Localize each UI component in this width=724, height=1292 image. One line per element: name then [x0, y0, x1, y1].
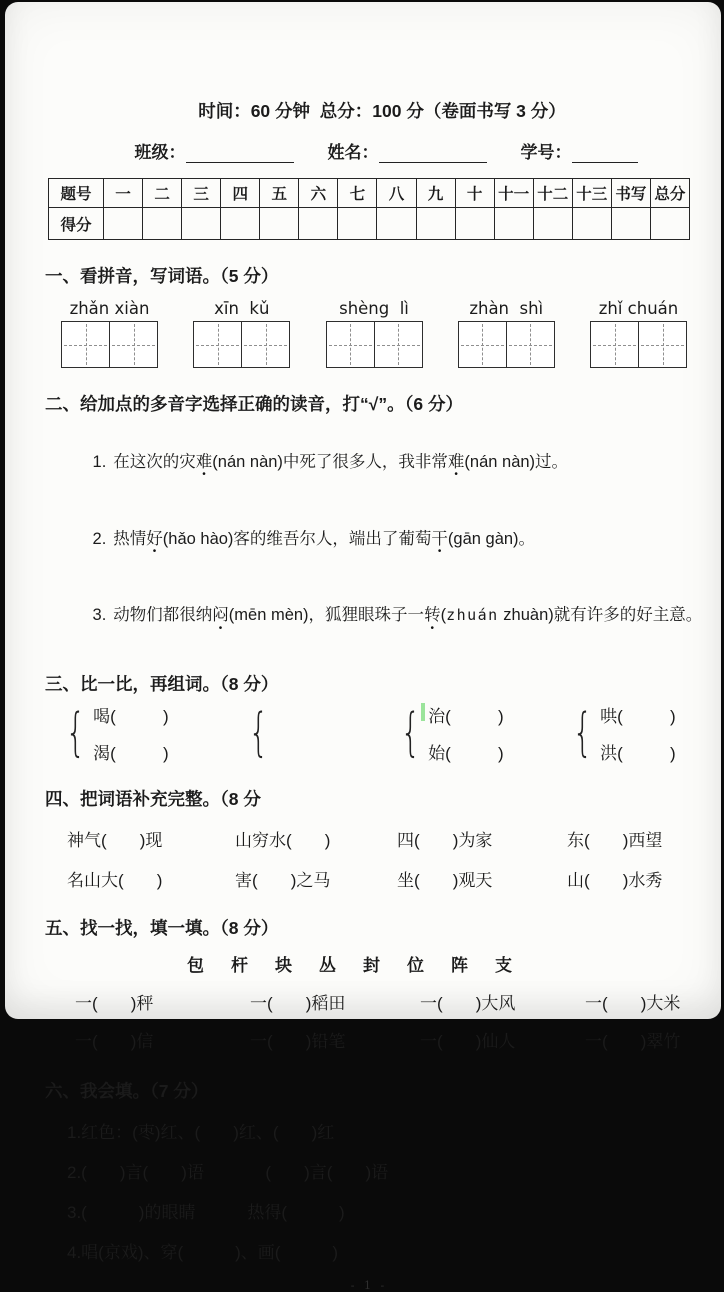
- question-line-2: [65, 508, 693, 570]
- measure-word-item: 一( )稻田: [250, 993, 346, 1013]
- word-bank-character: 位: [407, 955, 424, 975]
- compare-word-blank: 渴( ): [93, 743, 169, 763]
- fill-in-lines: [45, 1118, 693, 1263]
- measure-word-item: 一( )大米: [585, 993, 681, 1013]
- fill-in-line: 2.( )言( )语 ( )言( )语: [67, 1162, 389, 1182]
- idiom-blank-item: 东( )西望: [567, 830, 663, 850]
- score-table-column-header: 十: [455, 179, 494, 208]
- pasted-pinyin-text: zhuán: [446, 606, 499, 625]
- score-table-corner-cell: 题号: [49, 179, 104, 208]
- idiom-blank-item: 山( )水秀: [567, 870, 663, 890]
- question-line-3: [65, 585, 703, 647]
- score-table-column-header: 二: [143, 179, 182, 208]
- score-table-column-header: 十二: [533, 179, 572, 208]
- score-cell-empty: [650, 208, 689, 240]
- compare-word-blank: 洪( ): [600, 743, 676, 763]
- measure-word-row-2: [45, 1027, 693, 1052]
- score-row-label: 得分: [49, 208, 104, 240]
- idiom-blank-item: 害( )之马: [235, 870, 331, 890]
- compare-group: [566, 702, 693, 764]
- item-number: 1.: [92, 452, 107, 471]
- measure-word-item: 一( )信: [75, 1031, 154, 1051]
- pinyin-word-group: [326, 299, 423, 368]
- compare-word-groups: [45, 702, 693, 764]
- writing-grid-cell: [327, 322, 375, 367]
- score-table-header-row: [49, 179, 690, 208]
- measure-word-item: 一( )大风: [420, 993, 516, 1013]
- sentence-text: (gān gàn)。: [447, 529, 536, 548]
- score-cell-empty: [221, 208, 260, 240]
- sentence-text: zhuàn)就有许多的好主意。: [498, 606, 703, 625]
- brace-icon: [249, 703, 269, 763]
- section-1-title: 一、看拼音，写词语。（5 分）: [45, 266, 279, 286]
- pinyin-label: shèng lì: [339, 299, 409, 318]
- sentence-text: (: [440, 606, 447, 625]
- writing-grid-cell: [242, 322, 289, 367]
- sentence-text: 在这次的灾: [113, 452, 196, 471]
- compare-group-lines: [93, 702, 169, 764]
- writing-grid-cell: [194, 322, 242, 367]
- pinyin-word-group: [590, 299, 687, 368]
- writing-grid-cell: [591, 322, 639, 367]
- dotted-char: 难: [195, 452, 213, 471]
- measure-word-row-1: [45, 989, 693, 1014]
- word-bank-character: 阵: [451, 955, 468, 975]
- compare-group-lines: [600, 702, 676, 764]
- writing-grid: [193, 321, 290, 368]
- writing-grid: [590, 321, 687, 368]
- pinyin-word-group: [458, 299, 555, 368]
- score-cell-empty: [143, 208, 182, 240]
- score-table-column-header: 六: [299, 179, 338, 208]
- score-table-column-header: 九: [416, 179, 455, 208]
- brace-icon: [573, 703, 593, 763]
- dotted-char: 好: [146, 529, 163, 548]
- compare-group: [394, 702, 566, 764]
- score-table-score-row: [49, 208, 690, 240]
- exam-content: [5, 98, 721, 1292]
- score-cell-empty: [455, 208, 494, 240]
- measure-word-item: 一( )铅笔: [250, 1031, 346, 1051]
- score-cell-empty: [338, 208, 377, 240]
- dotted-char: 转: [424, 606, 441, 625]
- writing-grid-cell: [507, 322, 554, 367]
- writing-grid-cell: [62, 322, 110, 367]
- sentence-text: 动物们都很纳: [113, 606, 213, 625]
- word-bank-character: 杆: [231, 955, 248, 975]
- score-table: [48, 178, 690, 240]
- compare-word-blank: 喝( ): [93, 706, 169, 726]
- pinyin-label: zhǐ chuán: [598, 299, 679, 318]
- word-bank: [45, 951, 693, 976]
- student-no-label: 学号：: [520, 143, 572, 162]
- compare-word-blank: 始( ): [428, 743, 504, 763]
- dotted-char: 难: [447, 452, 465, 471]
- idiom-blank-item: 坐( )观天: [397, 870, 493, 890]
- score-table-column-header: 四: [221, 179, 260, 208]
- fill-in-line: 3.( )的眼睛 热得( ): [67, 1202, 345, 1222]
- pinyin-word-group: [61, 299, 158, 368]
- pinyin-label: zhǎn xiàn: [69, 299, 150, 318]
- score-cell-empty: [416, 208, 455, 240]
- class-label: 班级：: [134, 143, 186, 162]
- score-table-column-header: 十一: [494, 179, 533, 208]
- sentence-text: (nán nàn)过。: [464, 452, 569, 471]
- writing-grid: [61, 321, 158, 368]
- score-table-column-header: 三: [182, 179, 221, 208]
- word-bank-character: 丛: [319, 955, 336, 975]
- pinyin-word-group: [193, 299, 290, 368]
- brace-icon: [401, 703, 421, 763]
- name-field: [328, 138, 487, 163]
- idiom-blank-item: 名山大( ): [67, 870, 163, 890]
- writing-grid-cell: [375, 322, 422, 367]
- dotted-char: 干: [431, 529, 448, 548]
- brace-icon: [66, 703, 86, 763]
- score-table-column-header: 五: [260, 179, 299, 208]
- student-info-line: [79, 138, 693, 163]
- sentence-text: (mēn mèn)，狐狸眼珠子一: [228, 606, 425, 625]
- score-table-column-header: 总分: [650, 179, 689, 208]
- student-no-blank-line: [572, 147, 638, 163]
- score-cell-empty: [104, 208, 143, 240]
- dotted-char: 闷: [212, 606, 229, 625]
- class-blank-line: [186, 147, 294, 163]
- section-5-title: 五、找一找，填一填。（8 分）: [45, 917, 279, 938]
- student-no-field: [521, 138, 638, 163]
- sentence-text: (hǎo hào)客的维吾尔人，端出了葡萄: [162, 529, 432, 548]
- score-cell-empty: [611, 208, 650, 240]
- score-cell-empty: [533, 208, 572, 240]
- writing-grid: [458, 321, 555, 368]
- section-2-title: 二、给加点的多音字选择正确的读音，打“√”。（6 分）: [45, 394, 463, 414]
- measure-word-item: 一( )秤: [75, 993, 154, 1013]
- word-bank-character: 块: [275, 955, 292, 975]
- word-bank-character: 支: [495, 955, 512, 975]
- word-bank-character: 封: [363, 955, 380, 975]
- idiom-row-2: [45, 866, 693, 891]
- question-line-1: [65, 431, 693, 493]
- name-label: 姓名：: [327, 143, 379, 162]
- pinyin-label: zhàn shì: [469, 299, 544, 318]
- section-3-title: 三、比一比，再组词。（8 分）: [45, 673, 279, 694]
- idiom-row-1: [45, 826, 693, 851]
- pinyin-groups: [45, 299, 693, 368]
- sentence-text: 热情: [113, 529, 147, 548]
- idiom-blank-item: 山穷水( ): [235, 830, 331, 850]
- score-table-column-header: 一: [104, 179, 143, 208]
- writing-grid-cell: [639, 322, 686, 367]
- score-table-column-header: 书写: [611, 179, 650, 208]
- fill-in-line: 4.唱(京戏)、穿( )、画( ): [67, 1242, 339, 1262]
- score-table-column-header: 七: [338, 179, 377, 208]
- score-cell-empty: [299, 208, 338, 240]
- word-bank-character: 包: [187, 955, 204, 975]
- measure-word-item: 一( )仙人: [420, 1031, 516, 1051]
- fill-in-line: 1.红色：(枣)红、( )红、( )红: [67, 1122, 335, 1142]
- exam-meta: 时间：60 分钟 总分：100 分（卷面书写 3 分）: [198, 101, 566, 121]
- compare-group: [242, 702, 394, 764]
- exam-paper: [5, 2, 721, 1292]
- score-cell-empty: [494, 208, 533, 240]
- compare-group-lines: [428, 702, 504, 764]
- writing-grid-cell: [110, 322, 157, 367]
- score-table-column-header: 八: [377, 179, 416, 208]
- sentence-text: (nán nàn)中死了很多人，我非常: [212, 452, 448, 471]
- score-cell-empty: [260, 208, 299, 240]
- item-number: 3.: [92, 606, 107, 625]
- compare-group: [59, 702, 242, 764]
- score-table-column-header: 十三: [572, 179, 611, 208]
- section-6-title: 六、我会填。（7 分）: [45, 1080, 209, 1101]
- writing-grid: [326, 321, 423, 368]
- measure-word-item: 一( )翠竹: [585, 1031, 681, 1051]
- name-blank-line: [379, 147, 487, 163]
- pinyin-label: xīn kǔ: [214, 299, 270, 318]
- compare-word-blank: 治( ): [428, 702, 504, 727]
- item-number: 2.: [92, 529, 107, 548]
- class-field: [135, 138, 294, 163]
- compare-word-blank: 哄( ): [600, 706, 676, 726]
- writing-grid-cell: [459, 322, 507, 367]
- score-cell-empty: [572, 208, 611, 240]
- score-cell-empty: [182, 208, 221, 240]
- page-number: - 1 -: [350, 1278, 388, 1292]
- idiom-blank-item: 神气( )现: [67, 830, 163, 850]
- section-4-title: 四、把词语补充完整。（8 分: [45, 788, 261, 809]
- score-cell-empty: [377, 208, 416, 240]
- idiom-blank-item: 四( )为家: [397, 830, 493, 850]
